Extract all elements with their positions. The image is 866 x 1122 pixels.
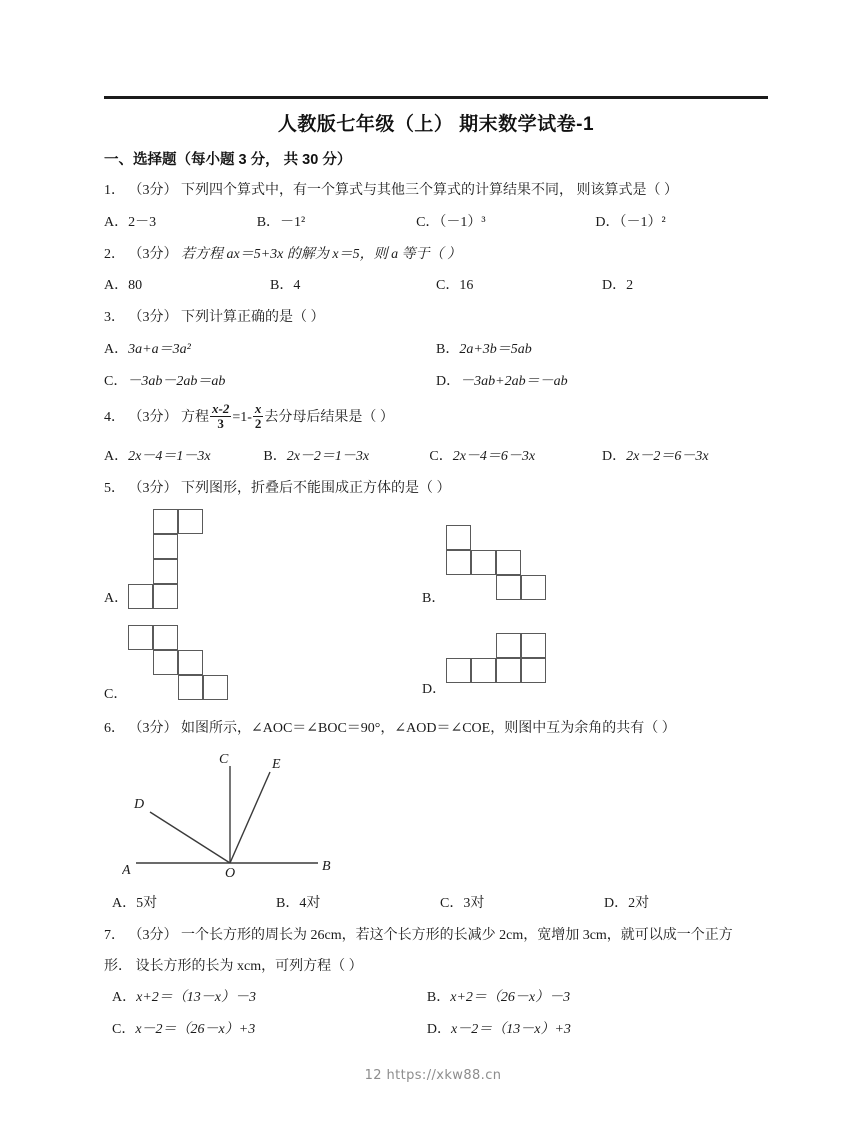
option-1-d-text: （－1）² [619,214,666,230]
section-heading: 一、选择题（每小题 3 分， 共 30 分） [104,152,352,168]
label-point-c: C [219,752,229,768]
question-2-points: （3分） [128,246,178,262]
question-4-text-post: 去分母后结果是（ ） [264,410,394,426]
option-2-a[interactable] [104,275,270,296]
option-2-b[interactable] [270,275,436,296]
question-5-points: （3分） [128,480,178,496]
option-7-a[interactable] [104,987,427,1008]
option-3-d-label: D． [436,374,461,390]
net-cell [153,534,178,559]
option-2-c-text: 16 [459,278,474,294]
fraction-1-numerator: x-2 [212,401,230,417]
option-4-d-label: D． [601,448,627,464]
question-7-stem-line-2: 形． 设长方形的长为 xcm，可列方程（ ） [104,958,363,974]
option-6-b-label: B． [276,896,300,912]
question-3-points: （3分） [128,310,178,326]
net-cell [153,625,178,650]
option-7-d-label: D． [426,1022,452,1038]
option-1-d-label: D． [595,214,620,230]
net-cell [521,633,546,658]
question-7-stem-line-1 [104,925,768,947]
option-4-a[interactable] [104,446,263,467]
net-cell [128,584,153,609]
question-7-number: 7． [104,928,125,944]
angle-diagram [122,750,372,885]
net-cell [496,550,521,575]
label-point-o: O [225,866,236,882]
option-2-a-label: A． [104,278,129,294]
label-point-b: B [322,859,331,875]
question-2-stem [104,244,768,266]
question-7-text-1: 一个长方形的周长为 26cm，若这个长方形的长减少 2cm，宽增加 3cm，就可以成一个正方 [181,928,733,944]
header-rule [104,96,768,99]
option-2-b-text: 4 [293,278,301,294]
question-4-text-pre: 方程 [181,410,209,426]
question-1-stem [104,180,768,202]
option-3-b-label: B． [436,342,460,358]
option-4-b-label: B． [263,448,287,464]
question-2-options [104,275,768,296]
option-4-a-text: 2x－4＝1－3x [128,448,211,464]
fraction-1-denominator: 3 [217,415,224,431]
option-6-d-label: D． [604,896,629,912]
question-5-text: 下列图形，折叠后不能围成正方体的是（ ） [181,480,451,496]
question-3-number: 3． [104,310,125,326]
option-7-b[interactable] [427,987,768,1008]
option-6-d[interactable] [604,893,768,914]
option-1-a-text: 2－3 [128,214,157,230]
question-4-fraction-2 [253,402,264,432]
option-6-b-text: 4对 [299,896,321,912]
option-2-d-text: 2 [626,278,634,294]
option-3-c[interactable] [104,371,436,392]
question-4-points: （3分） [128,410,178,426]
option-7-c[interactable] [104,1019,427,1040]
option-7-c-text: x－2＝（26－x）+3 [135,1022,256,1038]
question-5-figures [104,509,768,714]
question-3-options-row-2 [104,371,768,392]
option-6-a-label: A． [112,896,137,912]
option-4-b[interactable] [263,446,429,467]
question-6-options [104,893,768,914]
option-2-d[interactable] [602,275,768,296]
question-1-number: 1． [104,183,125,198]
option-1-a[interactable] [104,212,257,233]
option-3-b[interactable] [436,339,768,360]
net-cell [128,625,153,650]
option-7-b-text: x+2＝（26－x）－3 [450,990,571,1006]
net-cell [178,675,203,700]
option-6-d-text: 2对 [628,896,650,912]
figure-label-b: B． [422,591,446,607]
option-1-c-label: C． [416,214,440,230]
net-cell [446,550,471,575]
option-1-d[interactable] [595,212,768,233]
question-6-text: 如图所示，∠AOC＝∠BOC＝90°，∠AOD＝∠COE，则图中互为余角的共有（ ） [181,721,676,737]
option-3-d[interactable] [436,371,768,392]
option-7-b-label: B． [426,990,451,1006]
figure-label-a: A． [104,591,129,607]
question-6-number: 6． [104,721,125,737]
question-7-points: （3分） [128,928,178,944]
option-6-b[interactable] [276,893,440,914]
question-4-stem [104,403,768,433]
question-3-text: 下列计算正确的是（ ） [181,310,325,326]
figure-label-d: D． [422,682,447,698]
figure-label-c: C． [104,687,128,703]
question-1-points: （3分） [128,183,178,198]
page-title: 人教版七年级（上） 期末数学试卷-1 [277,114,595,135]
angle-diagram-svg [122,750,372,885]
option-2-d-label: D． [602,278,627,294]
question-1-text: 下列四个算式中，有一个算式与其他三个算式的计算结果不同， 则该算式是（ ） [181,183,678,198]
net-cell [153,650,178,675]
option-3-c-text: －3ab－2ab＝ab [127,374,226,390]
question-7-options-row-1 [104,987,768,1008]
question-4-options [104,446,768,467]
label-point-e: E [272,757,281,773]
option-2-a-text: 80 [128,278,143,294]
figure-option-d[interactable] [422,633,622,708]
question-2-text: 若方程 ax＝5+3x 的解为 x＝5，则 a 等于（ ） [181,246,462,262]
net-cell [446,525,471,550]
option-1-b[interactable] [257,212,416,233]
option-6-a-text: 5对 [136,896,158,912]
option-4-c-label: C． [429,448,453,464]
option-7-d-text: x－2＝（13－x）+3 [451,1022,571,1038]
question-4-text-mid: =1- [232,410,252,426]
option-1-a-label: A． [104,214,129,230]
option-6-c-text: 3对 [463,896,485,912]
option-3-d-text: －3ab+2ab＝－ab [460,374,568,390]
page-content [104,96,768,1051]
option-2-c[interactable] [436,275,602,296]
net-cell [496,575,521,600]
option-3-a[interactable] [104,339,436,360]
net-cell [153,584,178,609]
question-6-stem [104,718,768,740]
option-1-b-text: －1² [280,214,306,230]
ray-oe [230,772,270,863]
option-4-c[interactable] [429,446,602,467]
option-7-a-label: A． [112,990,137,1006]
option-3-b-text: 2a+3b＝5ab [459,342,532,358]
option-3-c-label: C． [104,374,128,390]
net-cell [496,658,521,683]
net-cell [471,550,496,575]
label-point-a: A [122,863,131,879]
figure-option-c[interactable] [104,625,304,705]
question-3-stem [104,307,768,329]
net-cell [446,658,471,683]
option-3-a-label: A． [104,342,129,358]
label-point-d: D [134,797,145,813]
net-cell [153,509,178,534]
figure-option-b[interactable] [422,525,622,615]
fraction-2-denominator: 2 [254,415,262,431]
question-4-fraction-1 [210,402,231,432]
net-cell [471,658,496,683]
net-cell [178,509,203,534]
option-6-c[interactable] [440,893,604,914]
net-cell [203,675,228,700]
question-2-number: 2． [104,246,125,262]
question-4-number: 4． [104,410,125,426]
question-6-points: （3分） [128,721,178,737]
page-watermark: 12 https://xkw88.cn [364,1068,502,1083]
option-4-c-text: 2x－4＝6－3x [452,448,536,464]
net-cell [521,658,546,683]
fraction-2-numerator: x [254,401,262,417]
net-cell [153,559,178,584]
option-6-c-label: C． [440,896,464,912]
option-1-c[interactable] [416,212,595,233]
option-2-c-label: C． [436,278,460,294]
net-cell [496,633,521,658]
option-7-c-label: C． [112,1022,136,1038]
option-3-a-text: 3a+a＝3a² [128,342,191,358]
option-2-b-label: B． [270,278,294,294]
net-cell [178,650,203,675]
figure-option-a[interactable] [104,509,274,609]
option-4-d-text: 2x－2＝6－3x [626,448,709,464]
option-7-a-text: x+2＝（13－x）－3 [136,990,256,1006]
option-4-d[interactable] [602,446,768,467]
option-1-b-label: B． [256,214,281,230]
option-7-d[interactable] [427,1019,768,1040]
question-5-number: 5． [104,480,125,496]
question-7-options-row-2 [104,1019,768,1040]
question-3-options-row-1 [104,339,768,360]
option-6-a[interactable] [104,893,276,914]
option-4-a-label: A． [104,448,129,464]
question-5-stem [104,478,768,500]
net-cell [521,575,546,600]
ray-od [150,812,230,863]
option-1-c-text: （－1）³ [439,214,486,230]
option-4-b-text: 2x－2＝1－3x [286,448,370,464]
question-1-options [104,212,768,233]
